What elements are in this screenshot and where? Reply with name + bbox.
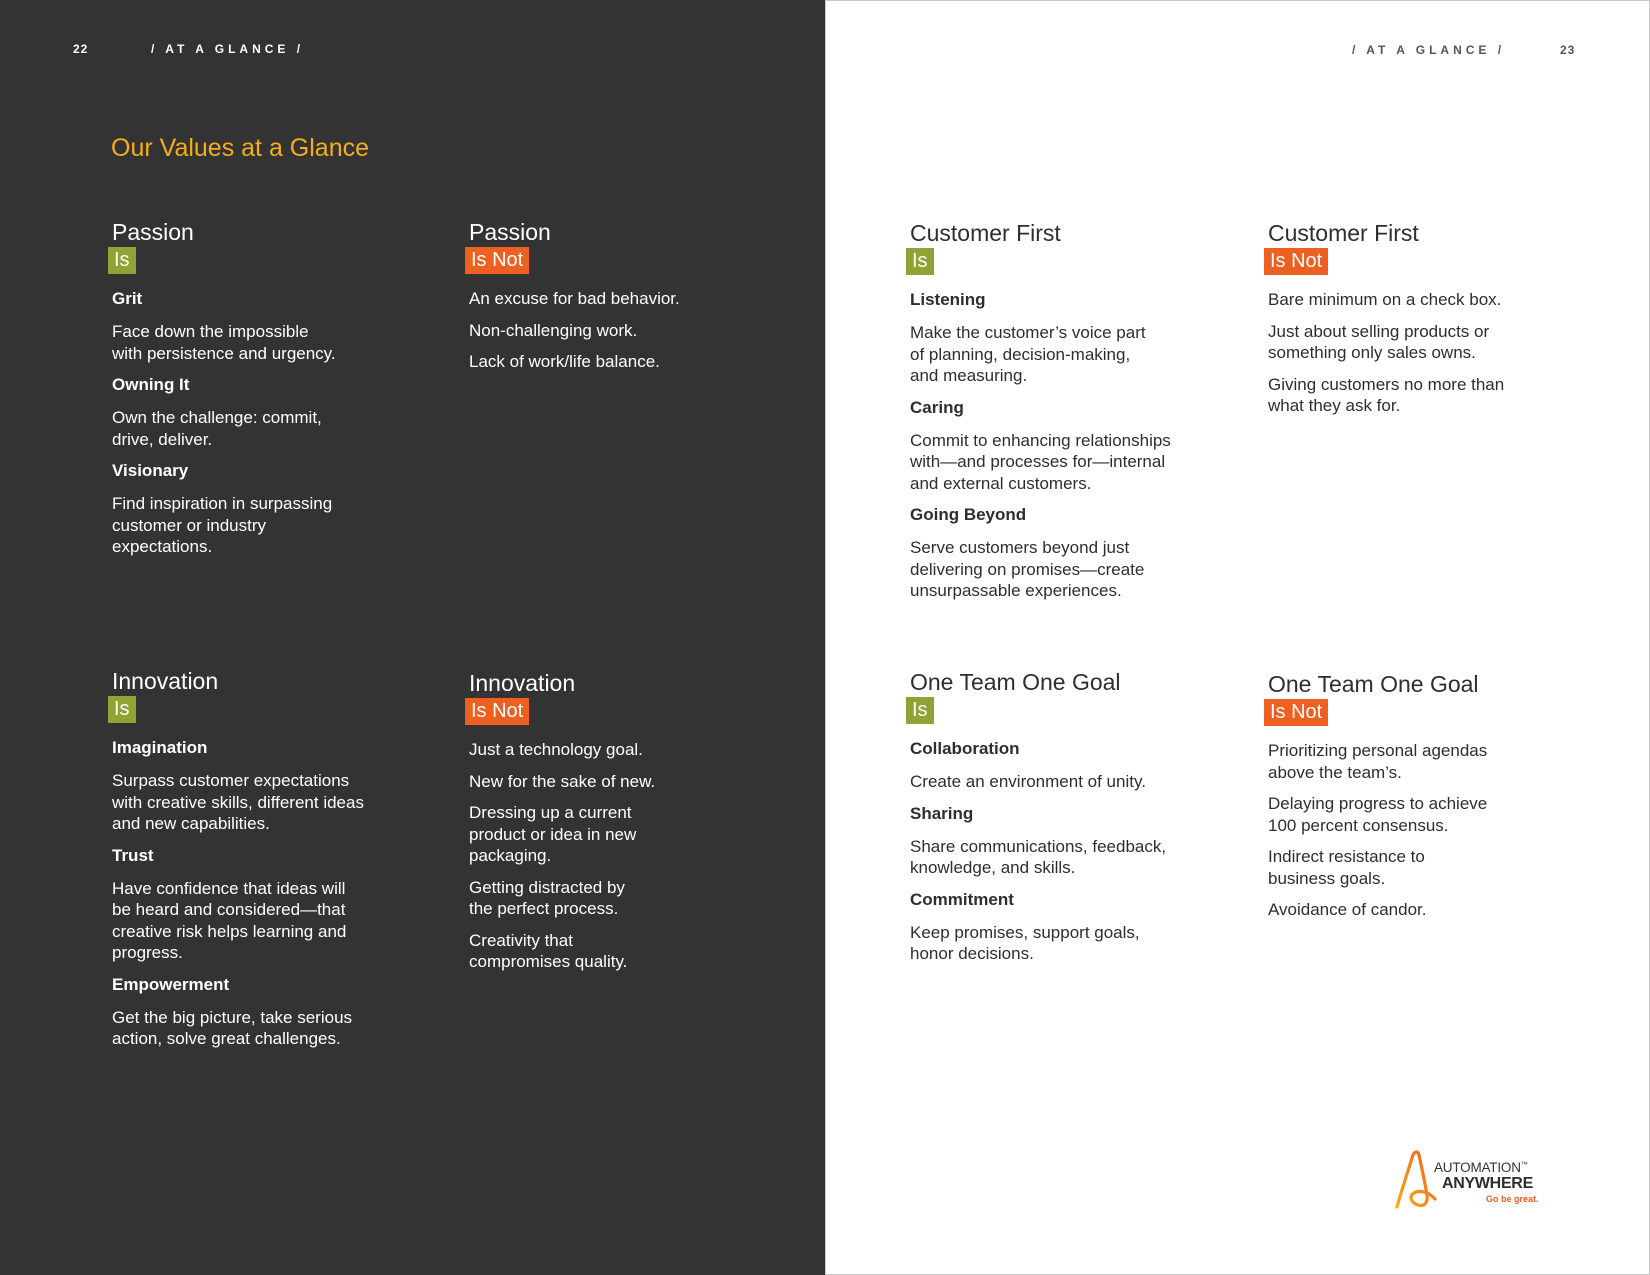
is-tag: Is (108, 247, 136, 274)
value-label: Visionary (112, 461, 189, 480)
is-not-tag: Is Not (465, 247, 529, 274)
passion-is-not-heading: Passion (469, 219, 551, 245)
list-item: New for the sake of new. (469, 771, 656, 791)
innovation-is-heading: Innovation (112, 668, 219, 694)
page-title: Our Values at a Glance (111, 134, 370, 162)
value-label: Listening (910, 290, 986, 309)
passion-is-block (112, 218, 402, 568)
value-label: Empowerment (112, 974, 230, 994)
list-item: Delaying progress to achieve 100 percent consensus. (1268, 794, 1488, 835)
one-team-is-heading: One Team One Goal (910, 669, 1121, 695)
value-label: Imagination (112, 738, 208, 757)
is-tag: Is (906, 697, 934, 724)
list-item: Avoidance of candor. (1268, 900, 1427, 919)
is-not-tag: Is Not (465, 698, 529, 725)
value-label: Sharing (910, 803, 974, 823)
value-description: Get the big picture, take serious action, solve great challenges. (112, 1007, 353, 1048)
value-description: Commit to enhancing relationships with—and processes for—internal and external customers. (910, 430, 1171, 493)
one-team-is-not-block (1268, 670, 1568, 931)
logo-line-2: ANYWHERE (1442, 1175, 1533, 1192)
list-item: Indirect resistance to business goals. (1268, 847, 1425, 888)
value-label: Trust (112, 845, 154, 865)
customer-first-is-not-heading: Customer First (1268, 220, 1419, 246)
right-page (825, 0, 1650, 1275)
logo-tagline: Go be great. (1486, 1194, 1539, 1204)
is-tag: Is (906, 248, 934, 275)
value-label: Grit (112, 289, 143, 308)
value-description: Make the customer’s voice part of planning, decision-making, and measuring. (910, 323, 1146, 385)
list-item: Giving customers no more than what they ask for. (1268, 374, 1505, 415)
customer-first-is-block (910, 219, 1210, 612)
is-not-tag: Is Not (1264, 699, 1328, 726)
page-number-right: 23 (1560, 43, 1576, 57)
list-item: An excuse for bad behavior. (469, 289, 680, 308)
value-description: Own the challenge: commit, drive, deliver. (112, 408, 322, 449)
value-description: Share communications, feedback, knowledge, and skills. (910, 836, 1167, 877)
value-label: Commitment (910, 889, 1014, 909)
value-label: Going Beyond (910, 505, 1027, 524)
list-item: Just a technology goal. (469, 740, 643, 759)
value-description: Serve customers beyond just delivering on promises—create unsurpassable experiences. (910, 538, 1145, 600)
list-item: Non-challenging work. (469, 320, 638, 340)
value-description: Face down the impossible with persistence and urgency. (112, 322, 336, 363)
page-number-left: 22 (73, 42, 89, 56)
automation-anywhere-logo (1394, 1149, 1544, 1209)
list-item: Getting distracted by the perfect process. (469, 877, 625, 918)
value-label: Owning It (112, 375, 190, 394)
value-description: Keep promises, support goals, honor decisions. (910, 922, 1140, 963)
one-team-is-block (910, 668, 1210, 975)
folio-left: / AT A GLANCE / (151, 42, 305, 56)
innovation-is-not-block (469, 669, 759, 983)
list-item: Dressing up a current product or idea in new packaging. (469, 803, 637, 865)
passion-is-not-block (469, 218, 759, 383)
value-description: Surpass customer expectations with creative skills, different ideas and new capabilities. (112, 771, 364, 833)
innovation-is-block (112, 667, 402, 1060)
list-item: Creativity that compromises quality. (469, 930, 628, 971)
value-description: Create an environment of unity. (910, 772, 1146, 791)
list-item: Lack of work/life balance. (469, 352, 660, 371)
value-description: Find inspiration in surpassing customer or industry expectations. (112, 494, 333, 556)
value-description: Have confidence that ideas will be heard and considered—that creative risk helps learning and progress. (112, 878, 347, 962)
is-not-tag: Is Not (1264, 248, 1328, 275)
value-label: Collaboration (910, 739, 1020, 758)
list-item: Just about selling products or something only sales owns. (1268, 321, 1490, 362)
passion-is-heading: Passion (112, 219, 194, 245)
customer-first-is-heading: Customer First (910, 220, 1061, 246)
is-tag: Is (108, 696, 136, 723)
one-team-is-not-heading: One Team One Goal (1268, 671, 1479, 697)
logo-a-mark-icon (1394, 1149, 1438, 1211)
list-item: Prioritizing personal agendas above the team’s. (1268, 741, 1488, 782)
customer-first-is-not-block (1268, 219, 1568, 427)
folio-right: / AT A GLANCE / (1352, 43, 1506, 57)
innovation-is-not-heading: Innovation (469, 670, 576, 696)
list-item: Bare minimum on a check box. (1268, 290, 1502, 309)
value-label: Caring (910, 397, 964, 417)
logo-line-1: AUTOMATION™ (1434, 1160, 1528, 1175)
